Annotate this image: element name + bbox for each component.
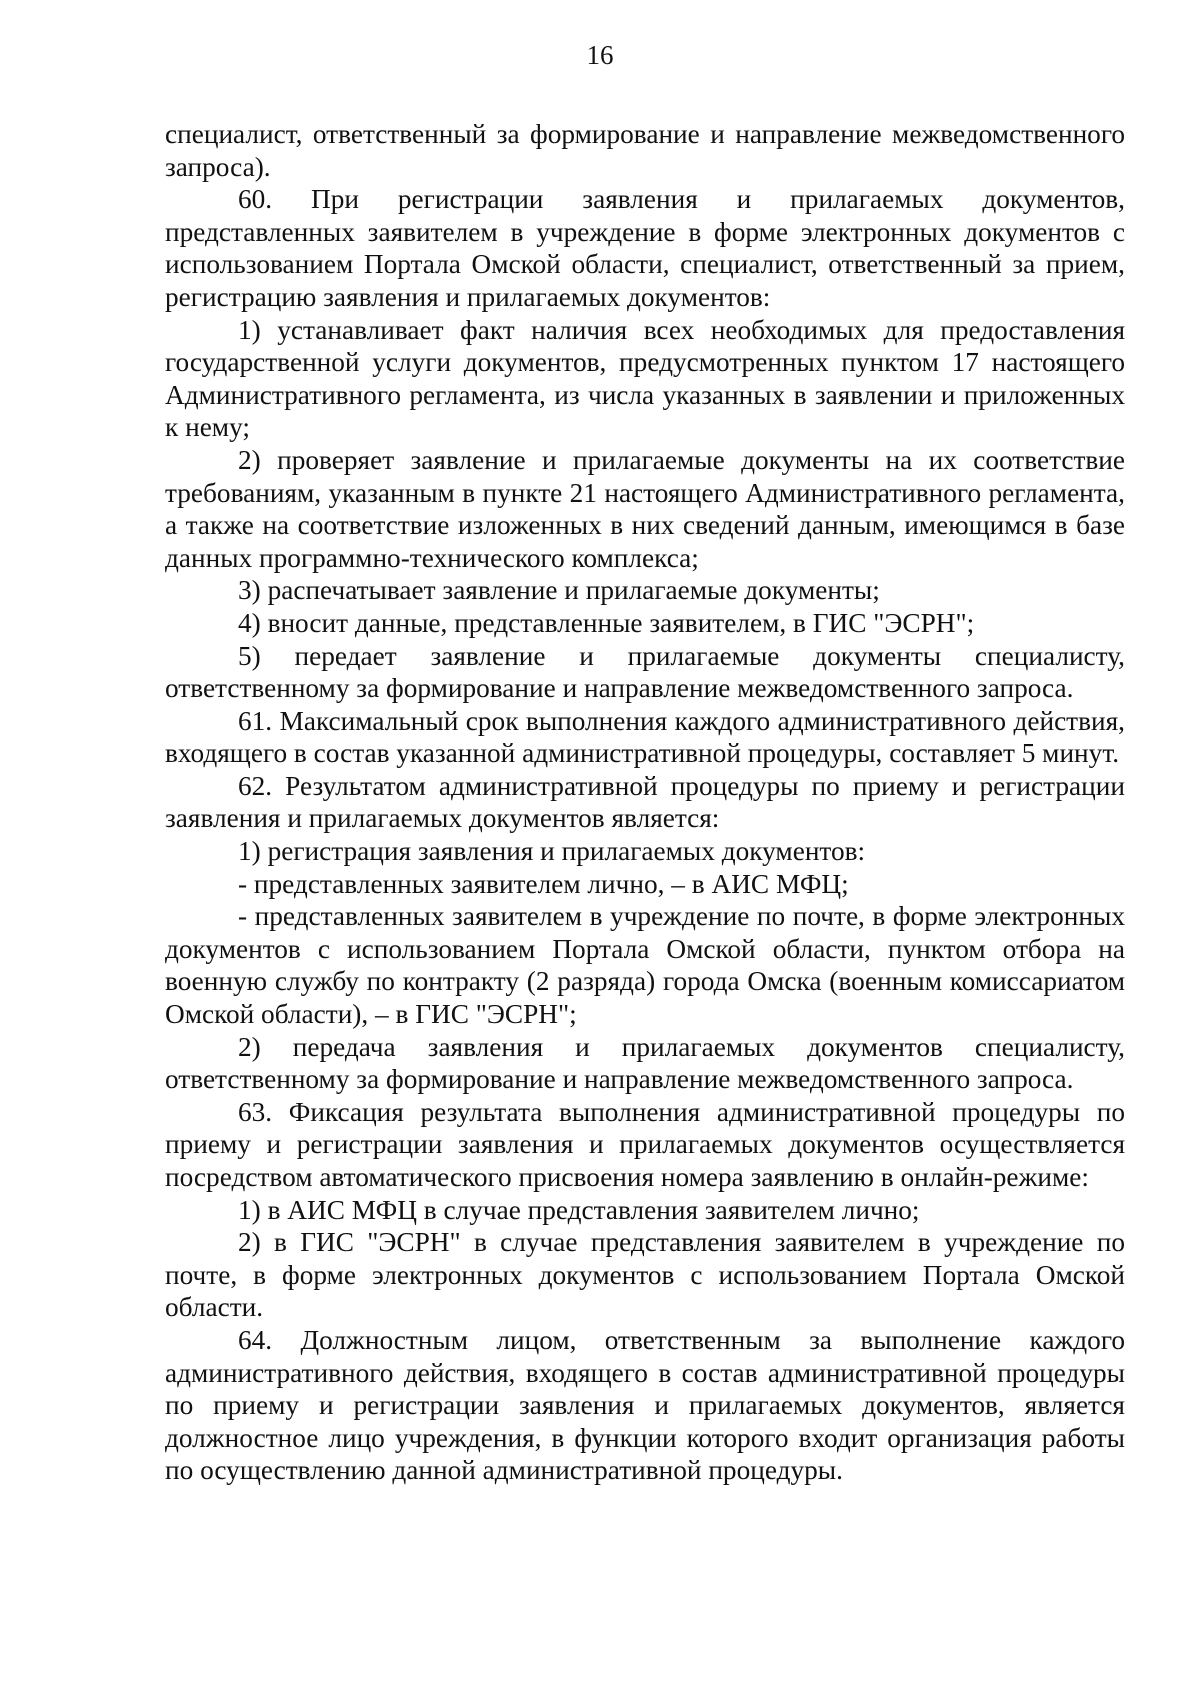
paragraph-63-subitem-2: 2) в ГИС "ЭСРН" в случае представления заявителем в учреждение по почте, в форме электронных документов с использованием Портала Омской области. (165, 1227, 1125, 1323)
paragraph-60-subitem-5: 5) передает заявление и прилагаемые документы специалисту, ответственному за формирование и направление межведомственного запроса. (165, 640, 1125, 704)
paragraph-60-subitem-2: 2) проверяет заявление и прилагаемые документы на их соответствие требованиям, указанным в пункте 21 настоящего Административного регламента, а также на соответствие изложенных в них сведений данным, имеющимся в базе данных программно-технического комплекса; (165, 444, 1125, 573)
paragraph-item-63: 63. Фиксация результата выполнения административной процедуры по приему и регистрации заявления и прилагаемых документов осуществляется посредством автоматического присвоения номера заявлению в онлайн-режиме: (165, 1096, 1125, 1192)
paragraph-60-subitem-3: 3) распечатывает заявление и прилагаемые документы; (238, 575, 880, 606)
document-body (165, 118, 1125, 1487)
paragraph-62-dash-1: - представленных заявителем лично, – в АИС МФЦ; (238, 868, 849, 899)
paragraph-62-dash-2: - представленных заявителем в учреждение по почте, в форме электронных документов с использованием Портала Омской области, пунктом отбора на военную службу по контракту (2 разряда) города Омска (военным комиссариатом Омской области), – в ГИС "ЭСРН"; (165, 901, 1125, 1030)
paragraph-60-subitem-4: 4) вносит данные, представленные заявителем, в ГИС "ЭСРН"; (238, 607, 975, 638)
paragraph-63-subitem-1: 1) в АИС МФЦ в случае представления заявителем лично; (238, 1194, 920, 1225)
paragraph-item-62: 62. Результатом административной процедуры по приему и регистрации заявления и прилагаемых документов является: (165, 770, 1125, 834)
paragraph-60-subitem-1: 1) устанавливает факт наличия всех необходимых для предоставления государственной услуги документов, предусмотренных пунктом 17 настоящего Административного регламента, из числа указанных в заявлении и приложенных к нему; (165, 314, 1125, 443)
paragraph-62-subitem-2: 2) передача заявления и прилагаемых документов специалисту, ответственному за формирование и направление межведомственного запроса. (165, 1031, 1125, 1095)
paragraph-62-subitem-1: 1) регистрация заявления и прилагаемых документов: (238, 836, 866, 867)
paragraph-item-60: 60. При регистрации заявления и прилагаемых документов, представленных заявителем в учреждение в форме электронных документов с использованием Портала Омской области, специалист, ответственный за прием, регистрацию заявления и прилагаемых документов: (165, 184, 1125, 312)
paragraph-item-61: 61. Максимальный срок выполнения каждого административного действия, входящего в состав указанной административной процедуры, составляет 5 минут. (165, 705, 1125, 769)
page-number: 16 (586, 40, 614, 70)
paragraph-continuation: специалист, ответственный за формирование и направление межведомственного запроса). (165, 119, 1125, 182)
paragraph-item-64: 64. Должностным лицом, ответственным за выполнение каждого административного действия, входящего в состав административной процедуры по приему и регистрации заявления и прилагаемых документов, является должностное лицо учреждения, в функции которого входит организация работы по осуществлению данной административной процедуры. (165, 1324, 1125, 1486)
